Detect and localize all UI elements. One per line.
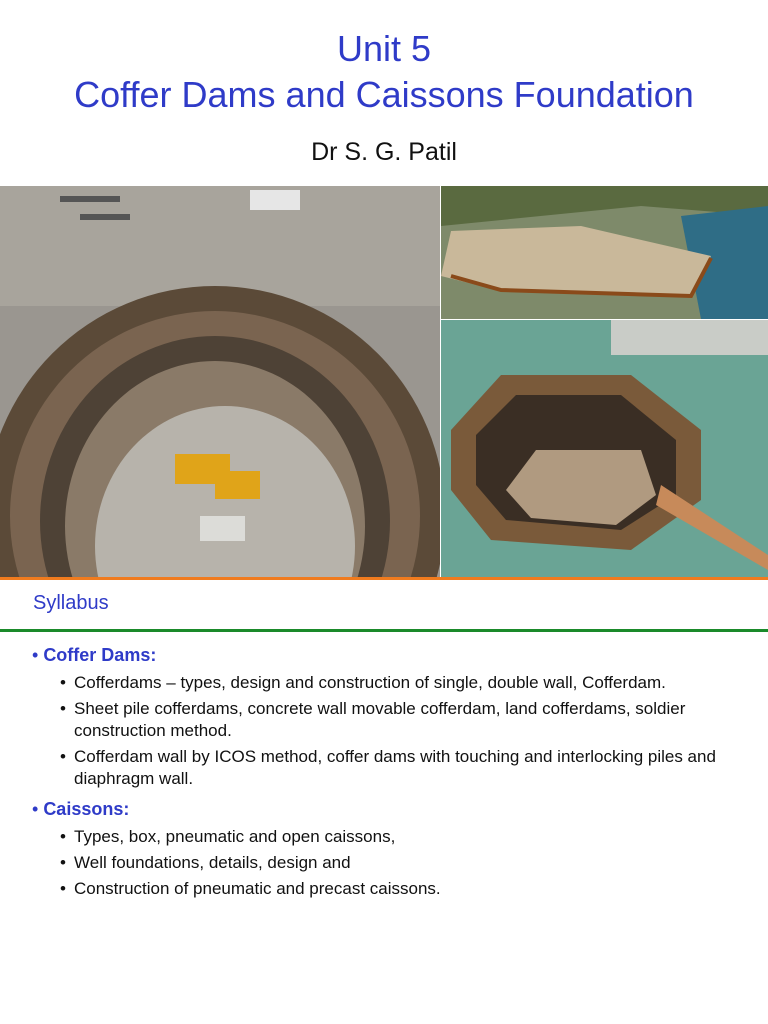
topic-items — [60, 672, 752, 790]
green-divider — [0, 629, 768, 632]
riverside-cofferdam-image — [441, 186, 768, 319]
list-item: • Construction of pneumatic and precast caissons. — [60, 879, 441, 898]
section-heading: Syllabus — [33, 592, 109, 614]
bullet: • — [32, 645, 39, 665]
author-name: Dr S. G. Patil — [311, 138, 457, 166]
topic-coffer-dams — [32, 642, 752, 790]
circular-cofferdam-image — [0, 186, 440, 577]
list-item: • Well foundations, details, design and — [60, 853, 351, 872]
title-line-2: Coffer Dams and Caissons Foundation — [74, 74, 694, 115]
topic-caissons — [32, 796, 752, 900]
list-item: • Cofferdams – types, design and construction of single, double wall, Cofferdam. — [60, 673, 666, 692]
octagonal-cofferdam-image — [441, 320, 768, 577]
syllabus-content — [32, 642, 752, 906]
list-item: • Cofferdam wall by ICOS method, coffer dams with touching and interlocking piles and diaphragm wall. — [60, 747, 716, 788]
topic-heading: • Caissons: — [32, 799, 130, 819]
list-item: • Sheet pile cofferdams, concrete wall movable cofferdam, land cofferdams, soldier construction method. — [60, 699, 686, 740]
orange-divider — [0, 577, 768, 580]
title-line-1: Unit 5 — [336, 28, 432, 69]
bullet: • — [32, 799, 39, 819]
topic-items — [60, 826, 752, 900]
list-item: • Types, box, pneumatic and open caissons, — [60, 827, 396, 846]
topic-heading: • Coffer Dams: — [32, 645, 157, 665]
